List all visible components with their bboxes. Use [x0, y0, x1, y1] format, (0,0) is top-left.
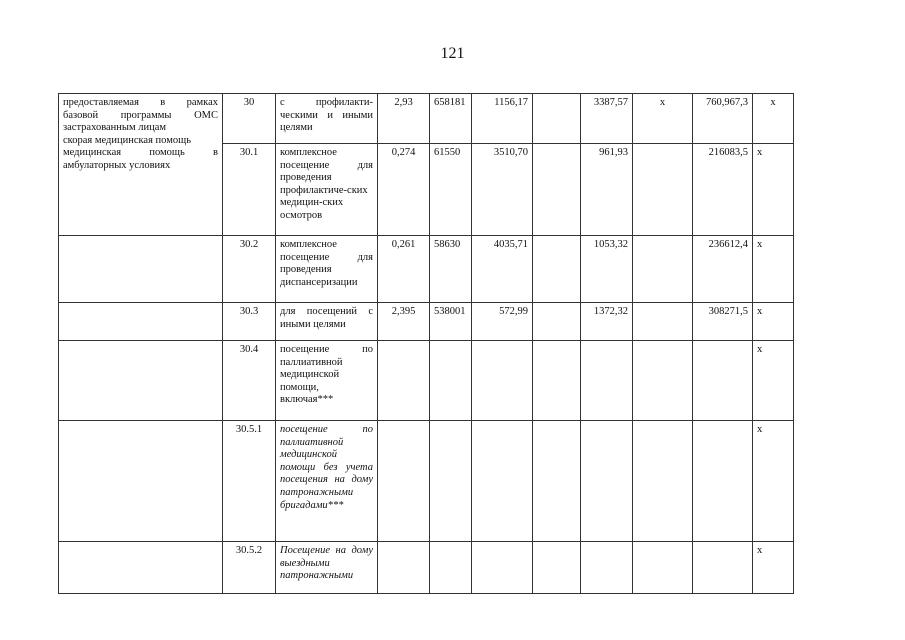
- section-description: [59, 542, 223, 594]
- row-number: 30.5.1: [223, 421, 276, 542]
- cell-total: [693, 341, 753, 421]
- cell-mark: х: [633, 94, 693, 144]
- visit-type: с профилакти-ческими и иными целями: [276, 94, 378, 144]
- visit-type: посещение по паллиативной медицинской помощи без учета посещения на дому патронажными бригадами***: [276, 421, 378, 542]
- visit-type: комплексное посещение для проведения диспансеризации: [276, 236, 378, 303]
- row-number: 30.1: [223, 144, 276, 236]
- cell-empty: [533, 144, 581, 236]
- cell-mark: х: [753, 94, 794, 144]
- visit-type: для посещений с иными целями: [276, 303, 378, 341]
- visit-type: комплексное посещение для проведения профилактиче-ских медицин-ских осмотров: [276, 144, 378, 236]
- cell-cost: 4035,71: [472, 236, 533, 303]
- section-description: [59, 421, 223, 542]
- cell-norm: 0,261: [378, 236, 430, 303]
- cell-per-capita: [581, 542, 633, 594]
- cell-mark: х: [753, 303, 794, 341]
- cell-per-capita: 1372,32: [581, 303, 633, 341]
- cell-mark: [633, 421, 693, 542]
- cell-mark: х: [753, 341, 794, 421]
- cell-total: 236612,4: [693, 236, 753, 303]
- row-number: 30.2: [223, 236, 276, 303]
- cell-mark: х: [753, 144, 794, 236]
- cell-cost: 572,99: [472, 303, 533, 341]
- cell-total: [693, 421, 753, 542]
- row-number: 30: [223, 94, 276, 144]
- table-row: [59, 421, 794, 542]
- cell-empty: [533, 236, 581, 303]
- cell-norm: 2,395: [378, 303, 430, 341]
- cell-mark: [633, 341, 693, 421]
- cell-cost: 3510,70: [472, 144, 533, 236]
- section-description: [59, 236, 223, 303]
- section-description: [59, 341, 223, 421]
- cell-empty: [533, 94, 581, 144]
- cell-mark: [633, 236, 693, 303]
- cell-volume: [430, 421, 472, 542]
- cell-norm: 0,274: [378, 144, 430, 236]
- cell-empty: [533, 542, 581, 594]
- table-row: [59, 303, 794, 341]
- cell-volume: 658181: [430, 94, 472, 144]
- cell-norm: [378, 542, 430, 594]
- cell-total: 216083,5: [693, 144, 753, 236]
- page-number: 121: [440, 45, 465, 62]
- data-table: [58, 93, 794, 594]
- cell-norm: [378, 421, 430, 542]
- cell-per-capita: 3387,57: [581, 94, 633, 144]
- cell-total: [693, 542, 753, 594]
- cell-mark: [633, 542, 693, 594]
- row-number: 30.3: [223, 303, 276, 341]
- visit-type: посещение по паллиативной медицинской помощи, включая***: [276, 341, 378, 421]
- cell-per-capita: [581, 421, 633, 542]
- cell-cost: 1156,17: [472, 94, 533, 144]
- cell-volume: 538001: [430, 303, 472, 341]
- cell-norm: 2,93: [378, 94, 430, 144]
- section-description: предоставляемая в рамках базовой программы ОМС застрахованным лицам скорая медицинская помощь медицинская помощь в амбулаторных условиях: [59, 94, 223, 236]
- cell-volume: 58630: [430, 236, 472, 303]
- cell-cost: [472, 341, 533, 421]
- cell-empty: [533, 303, 581, 341]
- cell-per-capita: [581, 341, 633, 421]
- table-row: [59, 236, 794, 303]
- cell-volume: 61550: [430, 144, 472, 236]
- cell-empty: [533, 341, 581, 421]
- cell-total: 760,967,3: [693, 94, 753, 144]
- row-number: 30.5.2: [223, 542, 276, 594]
- cell-per-capita: 961,93: [581, 144, 633, 236]
- table-row: [59, 542, 794, 594]
- row-number: 30.4: [223, 341, 276, 421]
- cell-volume: [430, 341, 472, 421]
- section-description: [59, 303, 223, 341]
- cell-empty: [533, 421, 581, 542]
- cell-total: 308271,5: [693, 303, 753, 341]
- visit-type: Посещение на дому выездными патронажными: [276, 542, 378, 594]
- cell-mark: [633, 144, 693, 236]
- cell-norm: [378, 341, 430, 421]
- cell-cost: [472, 542, 533, 594]
- table-row: [59, 94, 794, 144]
- table-row: [59, 341, 794, 421]
- cell-mark: х: [753, 236, 794, 303]
- cell-mark: х: [753, 542, 794, 594]
- cell-cost: [472, 421, 533, 542]
- cell-volume: [430, 542, 472, 594]
- cell-per-capita: 1053,32: [581, 236, 633, 303]
- cell-mark: [633, 303, 693, 341]
- cell-mark: х: [753, 421, 794, 542]
